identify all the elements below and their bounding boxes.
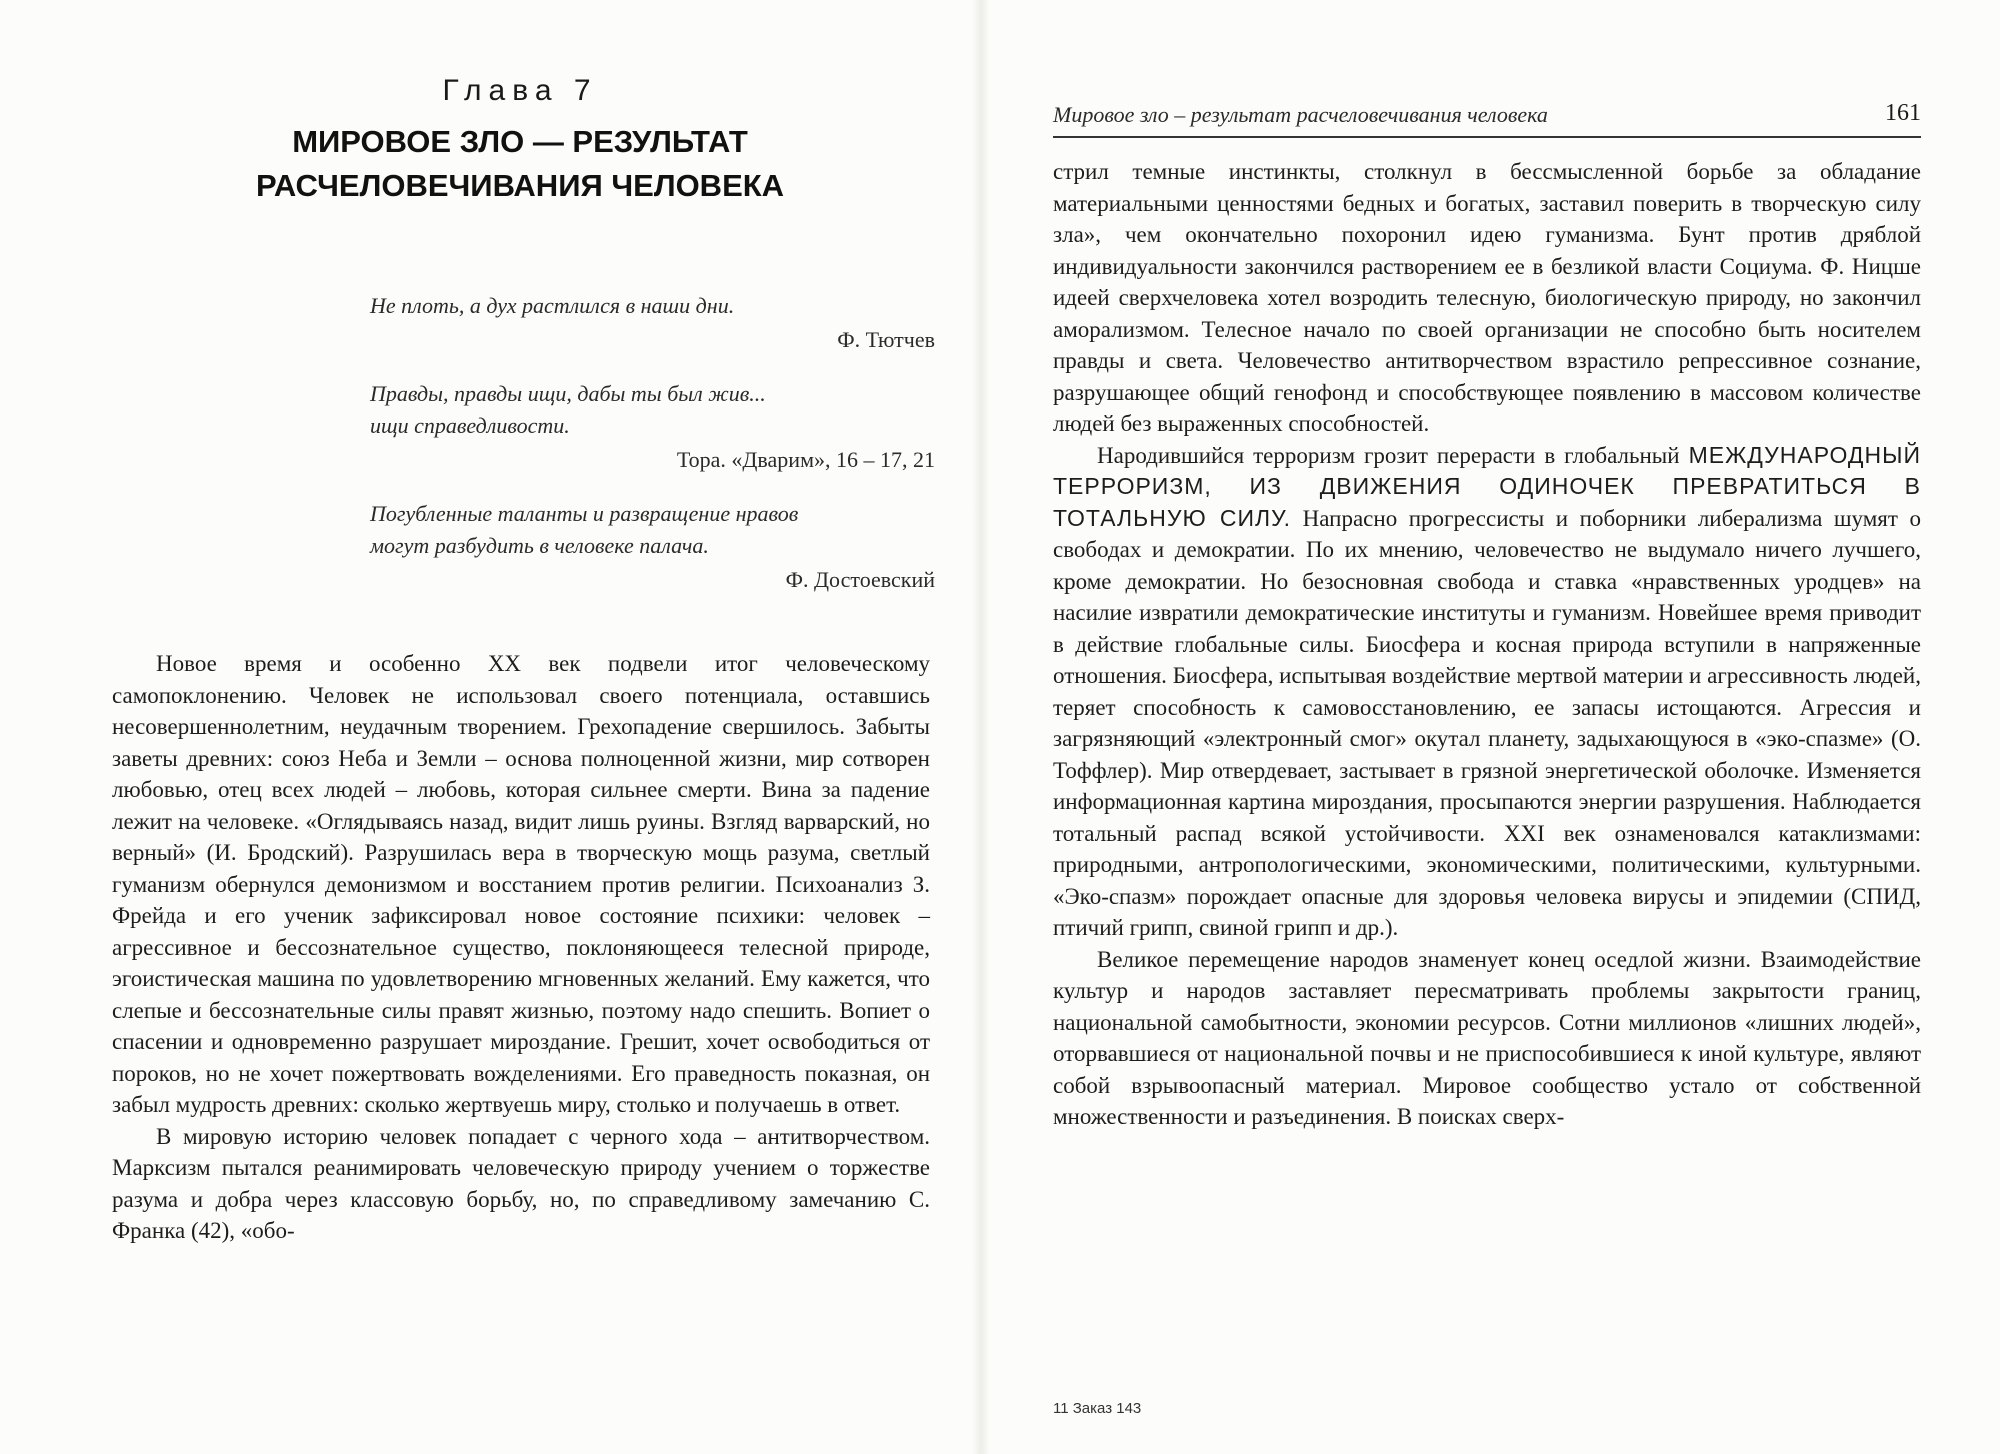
epigraph (370, 378, 935, 476)
left-page (0, 0, 975, 1454)
left-body-text (112, 648, 930, 1247)
running-title: Мировое зло – результат расчеловечивания человека (1053, 102, 1548, 127)
epigraphs (370, 290, 935, 618)
paragraph: В мировую историю человек попадает с черного хода – антитворчеством. Марксизм пытался реанимировать человеческую природу учением о торжестве разума и добра через классовую борьбу, но, по справедливому замечанию С. Франка (42), «обо- (112, 1123, 930, 1243)
paragraph: Великое перемещение народов знаменует конец оседлой жизни. Взаимодействие культур и народов заставляет пересматривать проблемы закрытости границ, национальной самобытности, экономии ресурсов. Сотни миллионов «лишних людей», оторвавшиеся от национальной почвы и не приспособившиеся к иной культуре, являют собой взрывоопасный материал. Мировое сообщество устало от собственной множественности и разъединения. В поисках сверх- (1053, 946, 1921, 1129)
paragraph: Новое время и особенно XX век подвели итог человеческому самопоклонению. Человек не использовал своего потенциала, оставшись несовершеннолетним, неудачным творением. Грехопадение свершилось. Забыты заветы древних: союз Неба и Земли – основа полноценной жизни, мир сотворен любовью, отец всех людей – любовь, которая сильнее смерти. Вина за падение лежит на человеке. «Оглядываясь назад, видит лишь руины. Взгляд варварский, но верный» (И. Бродский). Разрушилась вера в творческую мощь разума, светлый гуманизм обернулся демонизмом и восстанием против религии. Психоанализ З. Фрейда и его ученик зафиксировал новое состояние психики: человек – агрессивное и бессознательное существо, поклоняющееся телесной природе, эгоистическая машина по удовлетворению мгновенных желаний. Ему кажется, что слепые и бессознательные силы правят жизнью, поэтому надо спешить. Вопиет о спасении и одновременно разрушает мироздание. Грешит, хочет освободиться от пороков, но не хочет пожертвовать вожделениями. Его праведность показная, он забыл мудрость древних: сколько жертвуешь миру, столько и получаешь в ответ. (112, 651, 930, 1117)
epigraph-text: Правды, правды ищи, дабы ты был жив... ищи справедливости. (370, 381, 766, 438)
emphasized-caps-text: МЕЖДУНАРОДНЫЙ ТЕРРОРИЗМ, ИЗ ДВИЖЕНИЯ ОДИНОЧЕК ПРЕВРАТИТЬСЯ В ТОТАЛЬНУЮ СИЛУ. (1053, 441, 1921, 531)
paragraph-end: Напрасно прогрессисты и поборники либерализма шумят о свободах и демократии. По их мнению, человечество не выдумало ничего лучшего, кроме демократии. Но безосновная свобода и ставка «нравственных уродцев» на насилие извратили демократические институты и гуманизм. Новейшее время приводит в действие глобальные силы. Биосфера и косная природа вступили в напряженные отношения. Биосфера, испытывая воздействие мертвой материи и агрессивность людей, теряет способность к самовосстановлению, ее запасы истощаются. Агрессия и загрязняющий «электронный смог» окутал планету, задыхающуюся в «эко-спазме» (О. Тоффлер). Мир отвердевает, застывает в грязной энергетической оболочке. Изменяется информационная картина мироздания, просыпаются энергии разрушения. Наблюдается тотальный распад всякой устойчивости. XXI век ознаменовался катаклизмами: природными, антропологическими, экономическими, политическими, культурными. «Эко-спазм» порождает опасные для здоровья человека вирусы и эпидемии (СПИД, птичий грипп, свиной грипп и др.). (1053, 505, 1921, 940)
right-body-text (1053, 156, 1921, 1133)
paragraph: стрил темные инстинкты, столкнул в бессмысленной борьбе за обладание материальными ценностями бедных и богатых, заставил поверить в творческую силу зла», чем окончательно похоронил идею гуманизма. Бунт против дряблой индивидуальности закончился растворением ее в безликой власти Социума. Ф. Ницше идеей сверхчеловека хотел возродить телесную, биологическую природу, но закончил аморализмом. Телесное начало по своей организации не способно быть носителем правды и света. Человечество антитворчеством взрастило репрессивное сознание, разрушающее общий генофонд и способствующее появлению в массовом количестве людей без выраженных способностей. (1053, 159, 1921, 436)
running-head (1053, 100, 1921, 138)
paragraph-start: Народившийся терроризм грозит перерасти в глобальный (1097, 442, 1680, 468)
chapter-number: Глава 7 (442, 74, 598, 107)
page-number: 161 (1885, 100, 1921, 126)
epigraph-author: Ф. Тютчев (837, 327, 935, 352)
paragraph (1053, 440, 1921, 944)
epigraph-text: Погубленные таланты и развращение нравов могут разбудить в человеке палача. (370, 501, 799, 558)
chapter-title: МИРОВОЕ ЗЛО — РЕЗУЛЬТАТ РАСЧЕЛОВЕЧИВАНИЯ ЧЕЛОВЕКА (255, 124, 785, 203)
printer-signature: 11 Заказ 143 (1053, 1400, 1142, 1417)
epigraph (370, 290, 935, 356)
epigraph-author: Тора. «Дварим», 16 – 17, 21 (676, 447, 935, 472)
epigraph-text: Не плоть, а дух растлился в наши дни. (370, 293, 735, 318)
right-page (985, 0, 2000, 1454)
epigraph (370, 498, 935, 596)
epigraph-author: Ф. Достоевский (785, 567, 935, 592)
